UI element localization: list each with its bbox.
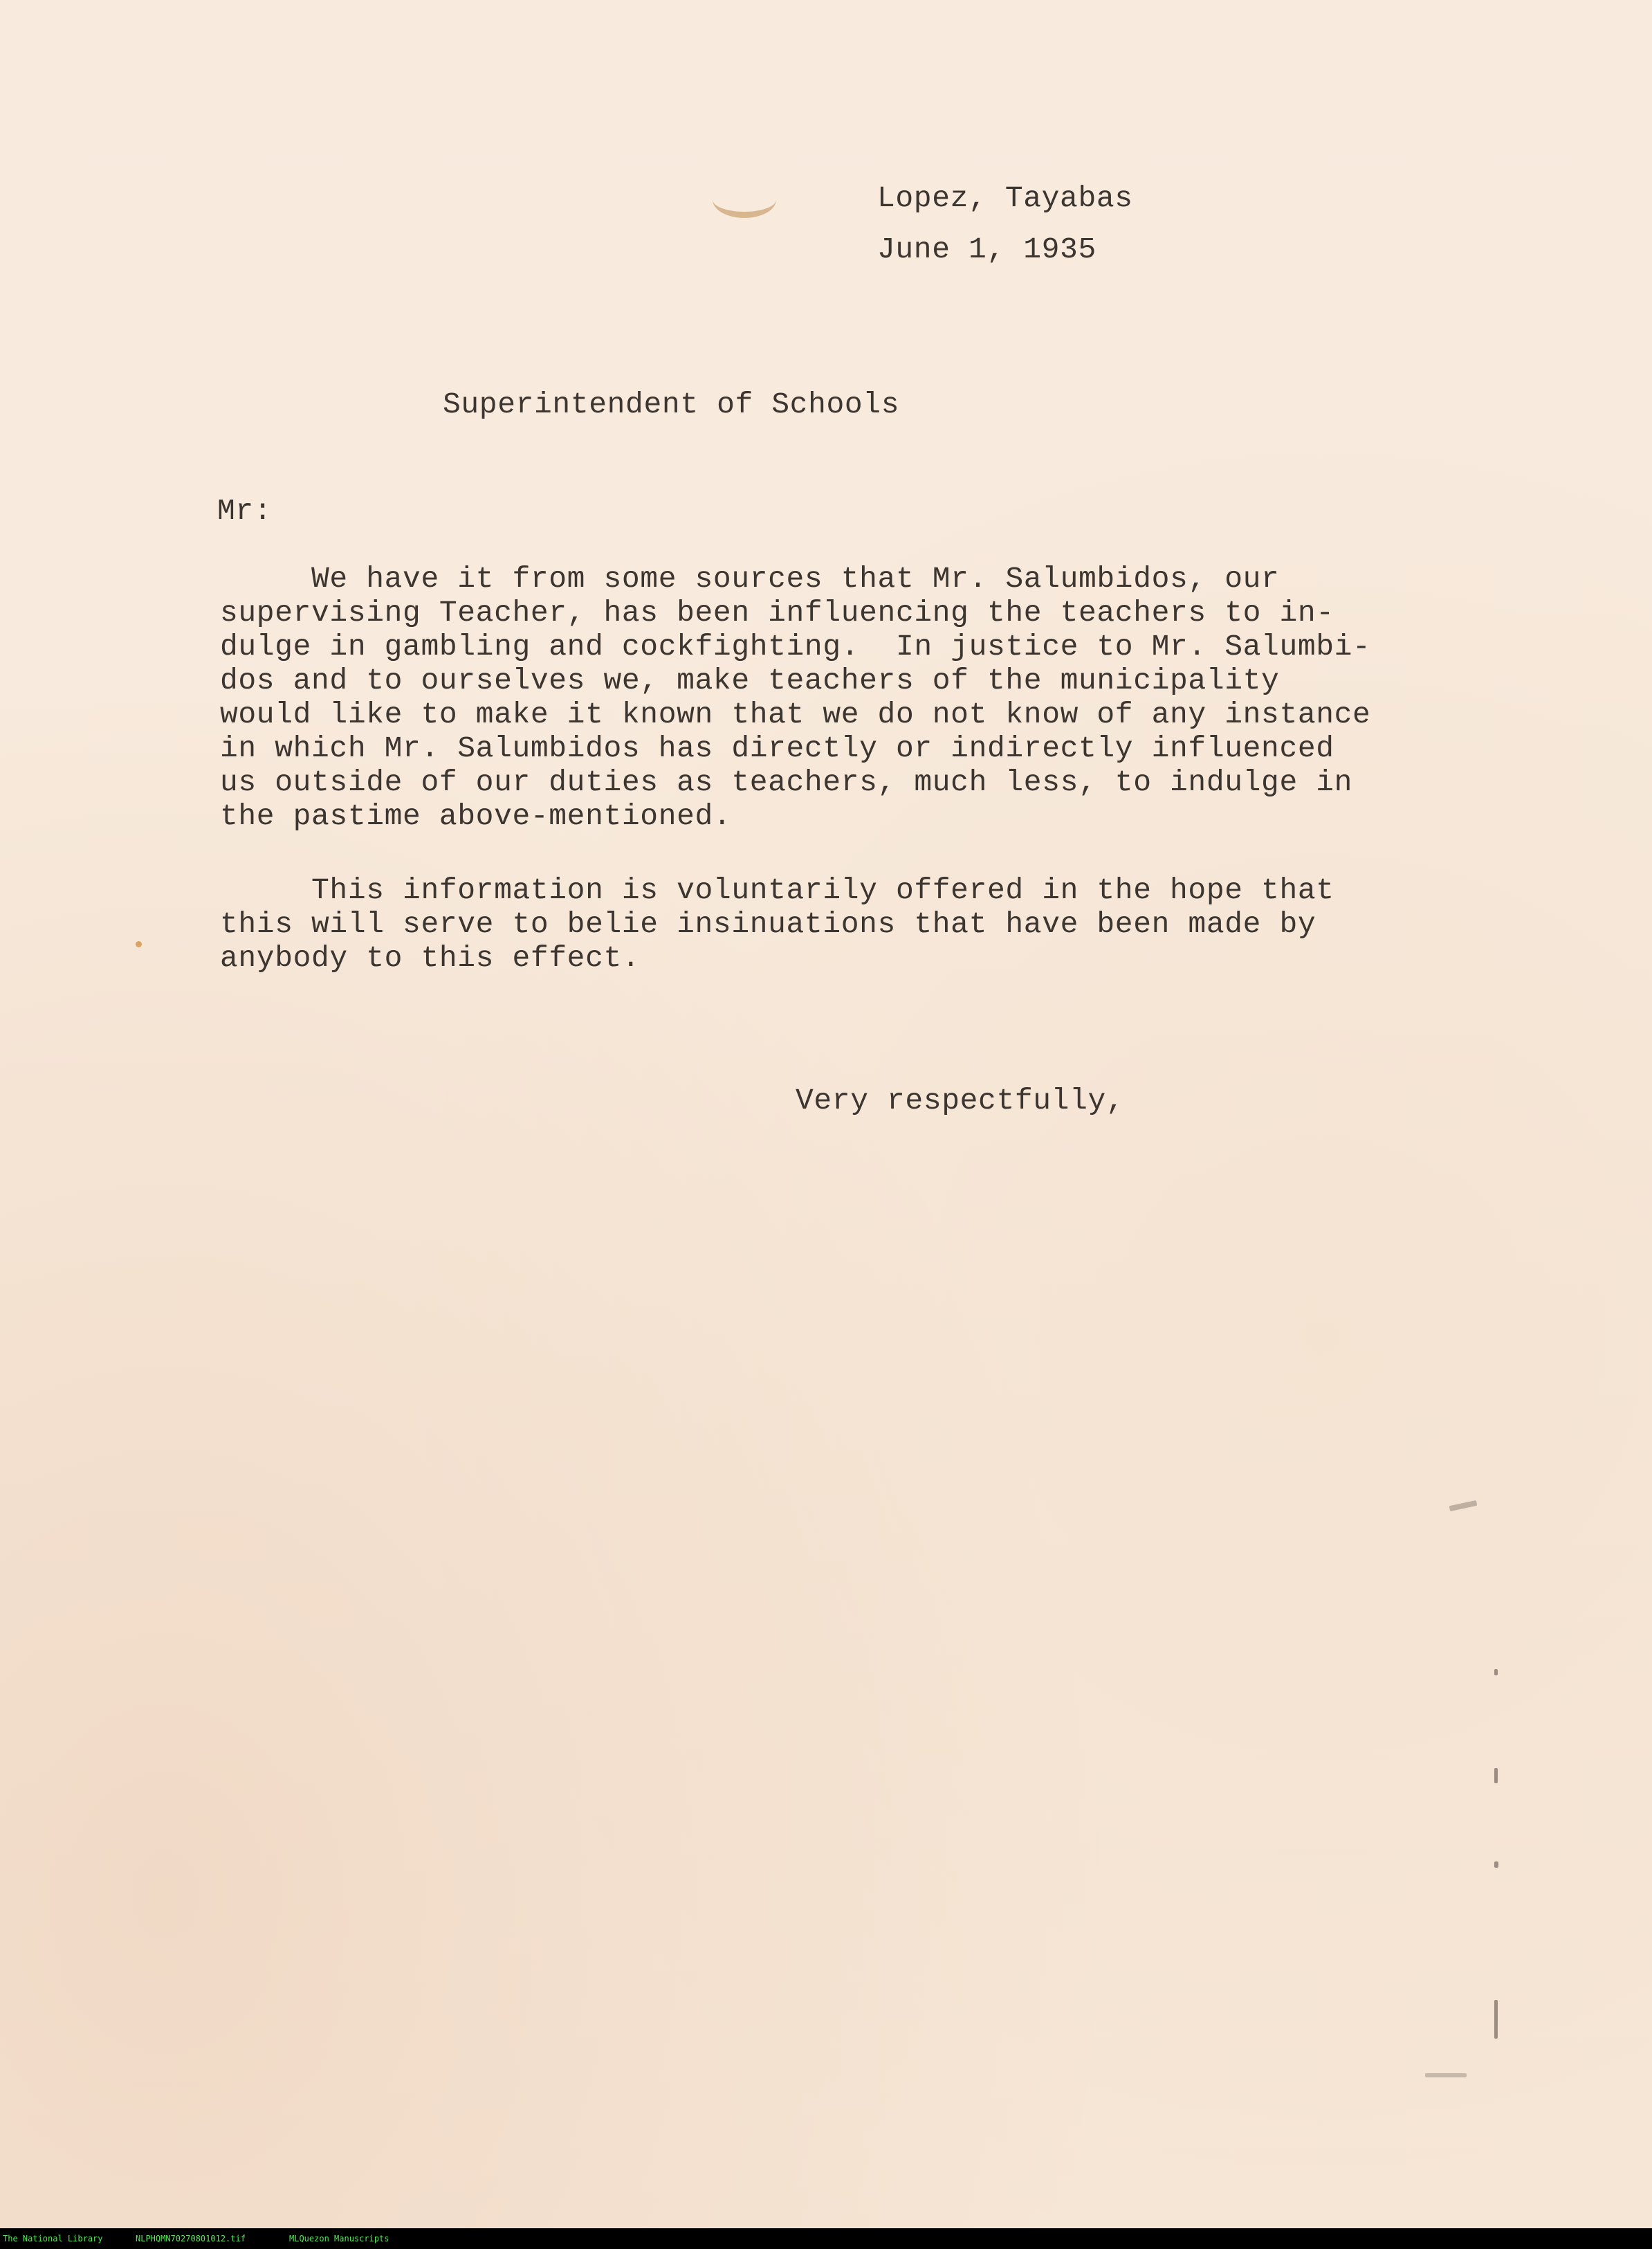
letter-paragraph-1: We have it from some sources that Mr. Salumbidos, our supervising Teacher, has been influencing the teachers to in- dulge in gambling and cockfighting. In justice to Mr. Salumbi- dos and to ourselves we, make teachers of the municipality would like to make it known that we do not know of any instance in which Mr. Salumbidos has directly or indirectly influenced us outside of our duties as teachers, much less, to indulge in the pastime above-mentioned. (220, 562, 1371, 833)
binding-mark (1494, 1861, 1498, 1868)
binding-mark (1425, 2073, 1467, 2077)
letter-salutation: Mr: (217, 494, 273, 528)
binding-mark (1494, 1669, 1498, 1675)
paper-stain (713, 181, 776, 218)
letter-date: June 1, 1935 (877, 233, 1096, 266)
paper-speck (136, 941, 142, 947)
letter-paragraph-2: This information is voluntarily offered in the hope that this will serve to belie insinuations that have been made by anybody to this effect. (220, 873, 1334, 975)
binding-mark (1494, 1768, 1498, 1783)
letter-place: Lopez, Tayabas (877, 181, 1133, 215)
footer-filename: NLPHQMN70270801012.tif (136, 2234, 246, 2243)
binding-mark (1494, 2000, 1498, 2039)
letter-addressee: Superintendent of Schools (443, 388, 900, 421)
binding-mark (1449, 1500, 1478, 1511)
letter-closing: Very respectfully, (796, 1084, 1125, 1118)
scan-footer (0, 2228, 1652, 2249)
footer-library: The National Library (3, 2234, 103, 2243)
footer-collection: MLQuezon Manuscripts (289, 2234, 389, 2243)
